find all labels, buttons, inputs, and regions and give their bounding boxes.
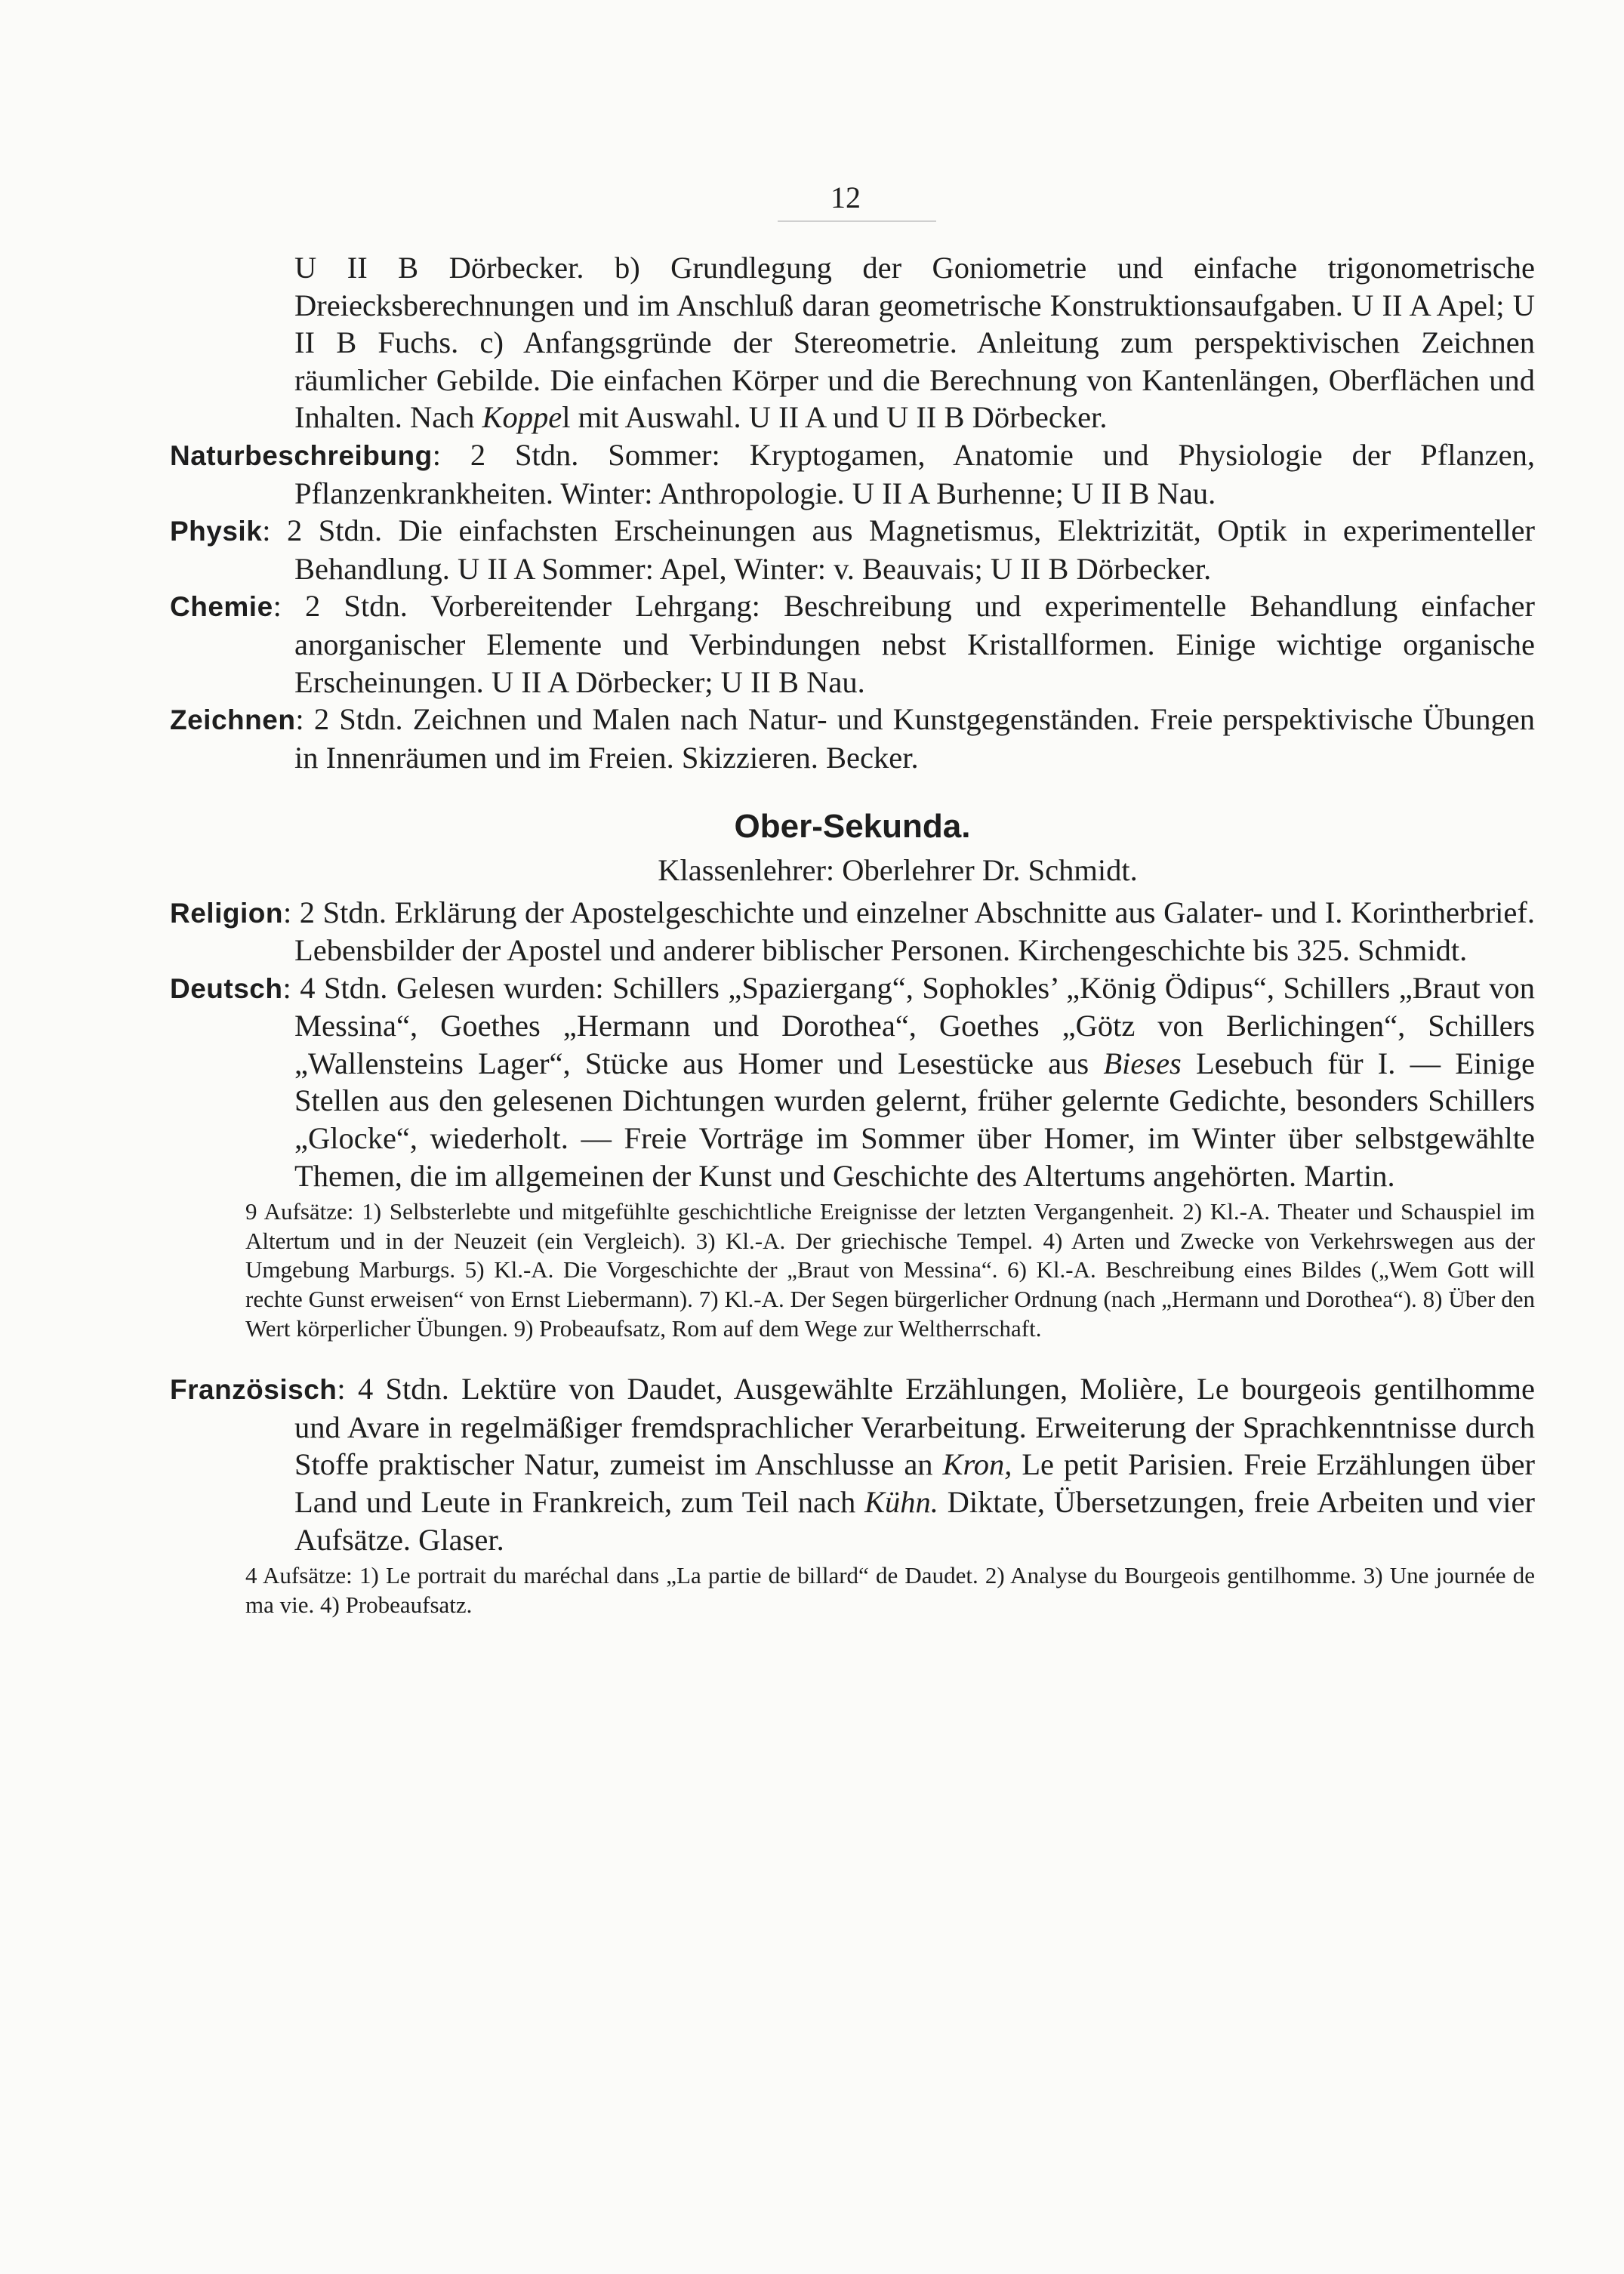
subject-label: Deutsch [170, 972, 283, 1004]
subject-text: : 2 Stdn. Die einfachsten Erscheinungen aus Magnetismus, Elektrizität, Optik in experimenteller Behandlung. U II A Sommer: Apel, Winter: v. Beauvais; U II B Dörbecker. [262, 513, 1535, 586]
section-franzoesisch [170, 1370, 1535, 1558]
intro-tail: l mit Auswahl. U II A und U II B Dörbecker. [562, 400, 1108, 435]
subject-text: : 4 Stdn. Lektüre von Daudet, Ausgewählte Erzählungen, Molière, Le bourgeois gentilhomme und Avare in regelmäßiger fremdsprachlicher Verarbeitung. Erweiterung der Sprachkenntnisse durch Stoffe praktischer Natur, zumeist im Anschlusse an [294, 1372, 1535, 1482]
section-physik [170, 512, 1535, 587]
section-religion [170, 894, 1535, 969]
subject-text-cont: Le petit Parisien. Freie Erzählungen über Land und Leute in Frankreich, zum Teil nach [294, 1447, 1536, 1519]
subject-label: Physik [170, 516, 263, 547]
subject-label: Chemie [170, 591, 273, 623]
spacer [170, 1354, 1535, 1370]
deutsch-aufsaetze [170, 1197, 1535, 1343]
subject-italic-2: Kühn. [864, 1485, 938, 1519]
subject-label: Zeichnen [170, 704, 296, 736]
section-naturbeschreibung [170, 436, 1535, 512]
subject-text: : 2 Stdn. Sommer: Kryptogamen, Anatomie und Physiologie der Pflanzen, Pflanzenkrankheiten. Winter: Anthropologie. U II A Burhenne; U II B Nau. [294, 437, 1535, 510]
subject-text: : 4 Stdn. Gelesen wurden: Schillers „Spaziergang“, Sophokles’ „König Ödipus“, Schillers „Braut von Messina“, Goethes „Hermann und Dorothea“, Goethes „Götz von Berlichingen“, Schillers „Wallensteins Lager“, Stücke aus Homer und Lesestücke aus [282, 970, 1535, 1080]
intro-paragraph [170, 249, 1535, 436]
subject-label: Naturbeschreibung [170, 439, 433, 471]
subject-label: Französisch [170, 1374, 337, 1406]
subject-text-cont: Lesebuch für I. — Einige Stellen aus den gelesenen Dichtungen wurden gelernt, früher gelernte Gedichte, besonders Schillers „Glocke“, wiederholt. — Freie Vorträge im Sommer über Homer, im Winter über selbstgewählte Themen, die im allgemeinen der Kunst und Geschichte des Altertums angehörten. Martin. [294, 1046, 1536, 1193]
section-chemie [170, 587, 1535, 701]
intro-text: U II B Dörbecker. b) Grundlegung der Goniometrie und einfache trigonometrische Dreiecksberechnungen und im Anschluß daran geometrische Konstruktionsaufgaben. U II A Apel; U II B Fuchs. c) Anfangsgründe der Stereometrie. Anleitung zum perspektivischen Zeichnen räumlicher Gebilde. Die einfachen Körper und die Berechnung von Kantenlängen, Oberflächen und Inhalten. Nach [294, 251, 1535, 435]
subject-text: : 2 Stdn. Erklärung der Apostelgeschichte und einzelner Abschnitte aus Galater- und I. Korintherbrief. Lebensbilder der Apostel und anderer biblischer Personen. Kirchengeschichte bis 325. Schmidt. [282, 895, 1535, 968]
aufsaetze-text: 9 Aufsätze: 1) Selbsterlebte und mitgefühlte geschichtliche Ereignisse der letzten Vergangenheit. 2) Kl.-A. Theater und Schauspiel im Altertum und in der Neuzeit (ein Vergleich). 3) Kl.-A. Der griechische Tempel. 4) Arten und Zwecke von Verkehrswegen aus der Umgebung Marburgs. 5) Kl.-A. Die Vorgeschichte der „Braut von Messina“. 6) Kl.-A. Beschreibung eines Bildes („Wem Gott will rechte Gunst erweisen“ von Ernst Liebermann). 7) Kl.-A. Der Segen bürgerlicher Ordnung (nach „Hermann und Dorothea“). 8) Über den Wert körperlicher Übungen. 9) Probeaufsatz, Rom auf dem Wege zur Weltherrschaft. [245, 1198, 1535, 1342]
subject-label: Religion [170, 897, 283, 929]
subject-italic: Bieses [1103, 1046, 1182, 1080]
header-rule [778, 220, 936, 222]
page-number: 12 [830, 180, 861, 214]
subject-text: : 2 Stdn. Vorbereitender Lehrgang: Beschreibung und experimentelle Behandlung einfacher anorganischer Elemente und Verbindungen nebst Kristallformen. Einige wichtige organische Erscheinungen. U II A Dörbecker; U II B Nau. [273, 589, 1535, 699]
franzoesisch-aufsaetze [170, 1561, 1535, 1619]
page-body [170, 249, 1535, 1630]
aufsaetze-text: 4 Aufsätze: 1) Le portrait du maréchal dans „La partie de billard“ de Daudet. 2) Analyse du Bourgeois gentilhomme. 3) Une journée de ma vie. 4) Probeaufsatz. [245, 1562, 1535, 1618]
subject-italic: Kron, [942, 1447, 1012, 1482]
intro-italic: Koppe [482, 400, 562, 435]
subject-text: : 2 Stdn. Zeichnen und Malen nach Natur- und Kunstgegenständen. Freie perspektivische Übungen in Innenräumen und im Freien. Skizzieren. Becker. [294, 702, 1535, 775]
class-heading: Ober-Sekunda. [734, 808, 971, 846]
klassenlehrer-line: Klassenlehrer: Oberlehrer Dr. Schmidt. [658, 852, 1138, 887]
section-zeichnen [170, 701, 1535, 776]
subject-text-end: Diktate, Übersetzungen, freie Arbeiten und vier Aufsätze. Glaser. [294, 1485, 1536, 1557]
section-deutsch [170, 969, 1535, 1195]
